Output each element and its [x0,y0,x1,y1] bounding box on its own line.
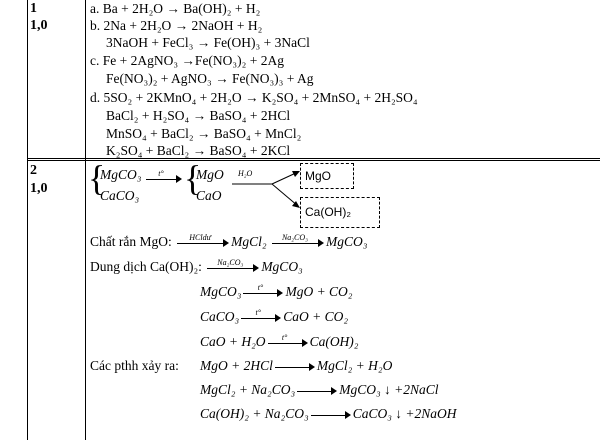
q1-eq-b2: 3NaOH + FeCl₃ → Fe(OH)₃ + 3NaCl [106,35,310,50]
solid-label: Chất rắn MgO: [90,234,172,249]
q1-eq-c2: Fe(NO₃)₂ + AgNO₃ → Fe(NO₃)₃ + Ag [106,71,314,86]
table-border-middle [85,0,86,440]
scheme-product-1: MgO [196,167,224,182]
table-border-left [27,0,28,440]
q1-eq-c1: c. Fe + 2AgNO₃ →Fe(NO₃)₂ + 2Ag [90,53,284,68]
box-caoh2: Ca(OH)₂ [300,197,380,228]
solid-end: MgCO₃ [325,234,368,249]
eq-2: CaCO₃ t° CaO + CO₂ [200,307,349,324]
box-mgo: MgO [300,163,354,189]
solution-line: Dung dịch Ca(OH)₂: Na₂CO₃ MgCO₃ [90,257,303,274]
left-brace: { [88,158,106,198]
q1-score: 1,0 [30,18,48,33]
scheme-cond-h2o: H₂O [238,169,253,178]
eq-3: CaO + H₂O t° Ca(OH)₂ [200,332,359,349]
q1-eq-d3: MnSO₄ + BaCl₂ → BaSO₄ + MnCl₂ [106,126,302,141]
q1-number: 1 [30,1,37,16]
right-brace: { [184,158,202,198]
eq-6: Ca(OH)₂ + Na₂CO₃ CaCO₃ ↓ +2NaOH [200,406,457,421]
scheme-arrow-1: t° [144,169,184,187]
q1-eq-d4: K₂SO₄ + BaCl₂ → BaSO₄ + 2KCl [106,143,291,158]
eq-1: MgCO₃ t° MgO + CO₂ [200,282,353,299]
solution-label: Dung dịch Ca(OH)₂: [90,259,202,274]
scheme-reactant-1: MgCO₃ [100,167,142,182]
eq-4: MgO + 2HCl MgCl₂ + H₂O [200,358,393,373]
pthh-label: Các pthh xảy ra: [90,358,179,373]
q1-eq-d1: d. 5SO₂ + 2KMnO₄ + 2H₂O → K₂SO₄ + 2MnSO₄ + 2H₂SO₄ [90,90,418,105]
eq-5: MgCl₂ + Na₂CO₃ MgCO₃ ↓ +2NaCl [200,382,439,397]
solution-end: MgCO₃ [261,259,303,274]
scheme-reactant-2: CaCO₃ [100,188,140,203]
scheme-product-2: CaO [196,188,222,203]
q2-number: 2 [30,163,37,178]
row-divider-double [27,160,600,161]
solid-line: Chất rắn MgO: HCldư MgCl₂ Na₂CO₃ MgCO₃ [90,232,368,249]
q1-eq-b1: b. 2Na + 2H₂O → 2NaOH + H₂ [90,18,263,33]
q2-score: 1,0 [30,181,48,196]
solid-mid: MgCl₂ [231,234,267,249]
q1-eq-d2: BaCl₂ + H₂SO₄ → BaSO₄ + 2HCl [106,108,291,123]
q1-eq-a: a. Ba + 2H₂O → Ba(OH)₂ + H₂ [90,1,261,16]
